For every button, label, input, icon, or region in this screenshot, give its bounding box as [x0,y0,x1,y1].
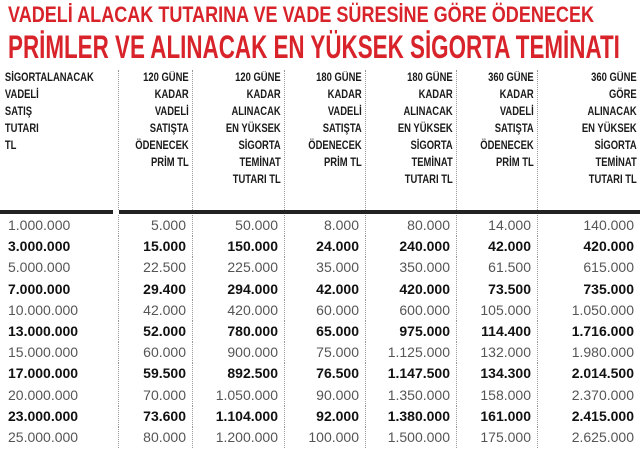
table-cell: 158.000 [457,385,538,406]
table-cell: 114.400 [457,321,538,342]
table-row [0,236,640,257]
header-divider [119,210,640,214]
table-cell: 105.000 [457,300,538,321]
table-cell: 29.400 [119,279,193,300]
table-cell: 8.000 [285,215,366,236]
table-cell: 1.000.000 [0,215,119,236]
title-line-1: VADELİ ALACAK TUTARINA VE VADE SÜRESİNE GÖRE ÖDENECEK [8,2,595,27]
table-cell: 900.000 [193,342,285,363]
table-cell: 25.000.000 [0,427,119,448]
table-cell: 50.000 [193,215,285,236]
table-row [0,363,640,384]
table-cell: 161.000 [457,406,538,427]
table-cell: 13.000.000 [0,321,119,342]
table-row [0,215,640,236]
table-cell: 80.000 [366,215,457,236]
table-cell: 59.500 [119,363,193,384]
table-cell: 5.000.000 [0,257,119,278]
table-cell: 1.050.000 [193,385,285,406]
table-cell: 294.000 [193,279,285,300]
table-cell: 7.000.000 [0,279,119,300]
table-cell: 20.000.000 [0,385,119,406]
table-row [0,321,640,342]
table-cell: 75.000 [285,342,366,363]
table-cell: 42.000 [457,236,538,257]
header-180-coverage: 180 GÜNE KADAR ALINACAK EN YÜKSEK SİGORTA TEMİNAT TUTARI TL [366,70,457,210]
table-cell: 73.600 [119,406,193,427]
table-cell: 60.000 [119,342,193,363]
header-120-premium: 120 GÜNE KADAR VADELİ SATIŞTA ÖDENECEK PRİM TL [119,70,193,210]
table-cell: 90.000 [285,385,366,406]
table-cell: 1.200.000 [193,427,285,448]
table-cell: 76.500 [285,363,366,384]
table-cell: 1.380.000 [366,406,457,427]
table-cell: 150.000 [193,236,285,257]
header-divider [0,210,113,214]
table-cell: 92.000 [285,406,366,427]
table-cell: 1.050.000 [571,301,634,318]
table-cell: 80.000 [119,427,193,448]
table-cell: 73.500 [457,279,538,300]
table-cell: 892.500 [193,363,285,384]
table-cell: 2.370.000 [571,386,634,403]
table-cell: 14.000 [457,215,538,236]
table-cell: 100.000 [285,427,366,448]
title-line-2: PRİMLER VE ALINACAK EN YÜKSEK SİGORTA TEMİNATI [8,29,620,65]
table-row [0,427,640,448]
table-cell: 61.500 [457,257,538,278]
header-180-premium: 180 GÜNE KADAR VADELİ SATIŞTA ÖDENECEK PRİM TL [285,70,366,210]
table-cell: 52.000 [119,321,193,342]
table-cell: 23.000.000 [0,406,119,427]
table-cell: 17.000.000 [0,363,119,384]
table-cell: 600.000 [366,300,457,321]
header-sales-amount: SİGORTALANACAK VADELİ SATIŞ TUTARI TL [0,70,119,210]
table-cell: 42.000 [285,279,366,300]
table-cell: 24.000 [285,236,366,257]
table-cell: 15.000 [119,236,193,257]
table-cell: 15.000.000 [0,342,119,363]
table-cell: 420.000 [583,238,634,255]
table-cell: 1.147.500 [366,363,457,384]
table-cell: 65.000 [285,321,366,342]
table-cell: 350.000 [366,257,457,278]
table-cell: 140.000 [583,217,634,233]
table-cell: 22.500 [119,257,193,278]
table-cell: 134.300 [457,363,538,384]
table-cell: 1.104.000 [193,406,285,427]
table-row [0,257,640,278]
table-cell: 615.000 [583,259,634,276]
table-cell: 2.415.000 [571,407,634,424]
table-cell: 420.000 [366,279,457,300]
table-cell: 132.000 [457,342,538,363]
table-cell: 1.716.000 [571,323,634,339]
table-row [0,279,640,300]
table-cell: 1.350.000 [366,385,457,406]
table-cell: 735.000 [583,280,634,297]
table-cell: 42.000 [119,300,193,321]
table-cell: 240.000 [366,236,457,257]
table-cell: 175.000 [457,427,538,448]
table-cell: 975.000 [366,321,457,342]
table-cell: 225.000 [193,257,285,278]
table-row [0,300,640,321]
header-360-coverage: 360 GÜNE GÖRE ALINACAK EN YÜKSEK SİGORTA TEMİNAT TUTARI TL [581,72,637,186]
table-cell: 2.625.000 [571,429,634,445]
table-cell: 3.000.000 [0,236,119,257]
table-row [0,406,640,427]
table-cell: 2.014.500 [571,365,634,382]
table-cell: 35.000 [285,257,366,278]
table-cell: 420.000 [193,300,285,321]
table-cell: 10.000.000 [0,300,119,321]
table-cell: 1.125.000 [366,342,457,363]
table-cell: 5.000 [119,215,193,236]
table-cell: 780.000 [193,321,285,342]
table-row [0,385,640,406]
table-cell: 70.000 [119,385,193,406]
table-row [0,342,640,363]
table-cell: 60.000 [285,300,366,321]
table-cell: 1.500.000 [366,427,457,448]
table-cell: 1.980.000 [571,344,634,361]
header-360-premium: 360 GÜNE KADAR VADELİ SATIŞTA ÖDENECEK PRİM TL [457,70,538,210]
header-120-coverage: 120 GÜNE KADAR ALINACAK EN YÜKSEK SİGORTA TEMİNAT TUTARI TL [193,70,285,210]
